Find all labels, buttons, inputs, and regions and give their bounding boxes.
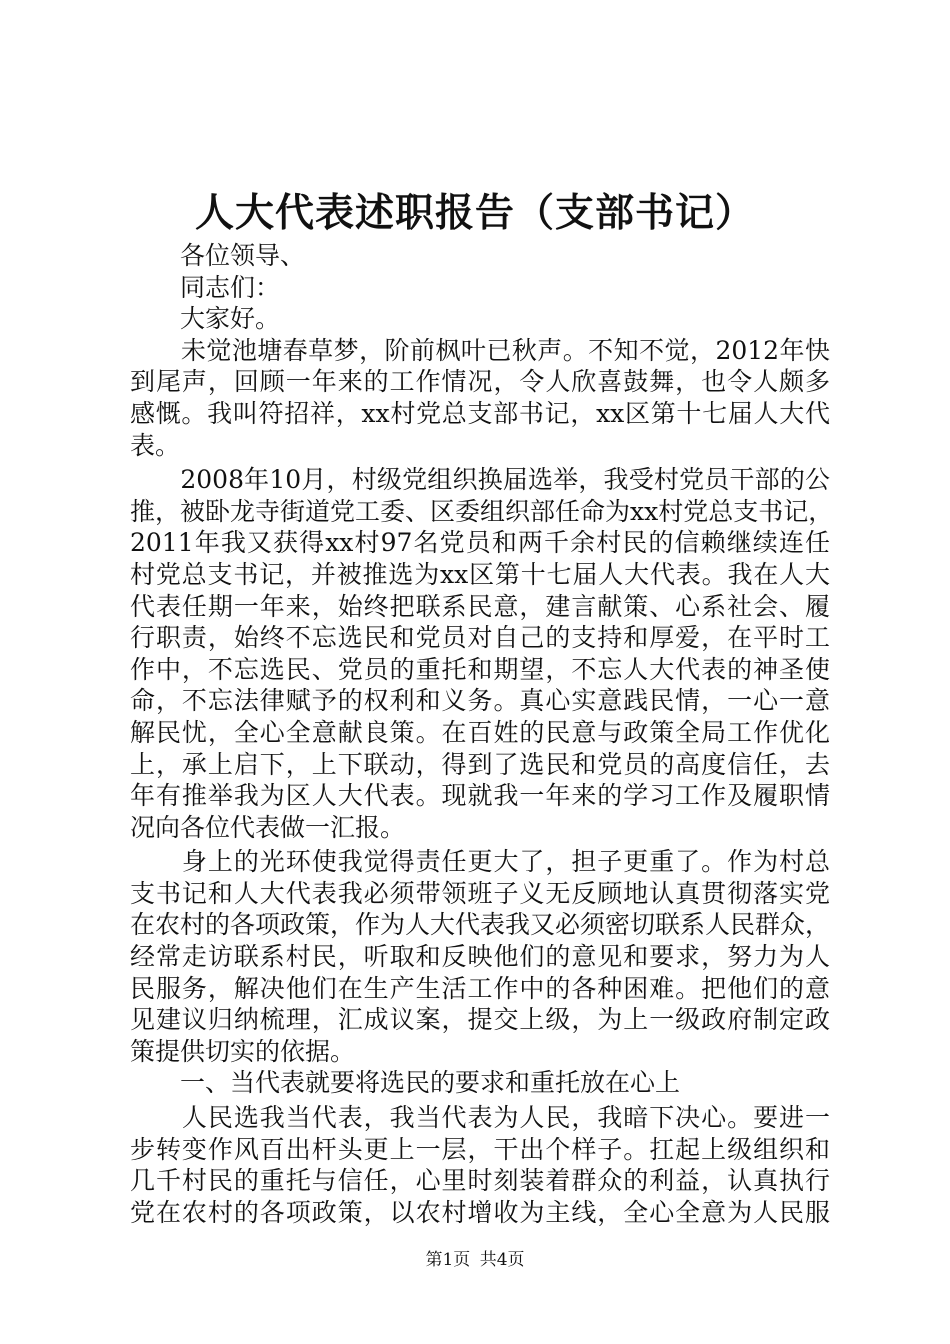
text-line: 未觉池塘春草梦，阶前枫叶已秋声。不知不觉，2012年快 [130, 335, 830, 365]
text-line: 党在农村的各项政策，以农村增收为主线，全心全意为人民服 [130, 1197, 830, 1227]
text-line: 况向各位代表做一汇报。 [130, 812, 406, 842]
text-line: 年有推举我为区人大代表。现就我一年来的学习工作及履职情 [130, 781, 830, 811]
text-line: 在农村的各项政策，作为人大代表我又必须密切联系人民群众， [130, 910, 831, 940]
text-line: 到尾声，回顾一年来的工作情况，令人欣喜鼓舞，也令人颇多 [130, 367, 830, 397]
text-line: 代表任期一年来，始终把联系民意，建言献策、心系社会、履 [130, 591, 830, 621]
text-line: 人民选我当代表，我当代表为人民，我暗下决心。要进一 [130, 1103, 830, 1133]
page-number: 第1页 [425, 1250, 471, 1270]
text-line: 支书记和人大代表我必须带领班子义无反顾地认真贯彻落实党 [130, 878, 830, 908]
text-line: 各位领导、 [130, 241, 306, 270]
document-title: 人大代表述职报告（支部书记） [194, 190, 755, 236]
text-line: 行职责，始终不忘选民和党员对自己的支持和厚爱，在平时工 [130, 623, 830, 653]
text-line: 表。 [130, 430, 181, 460]
text-line: 感慨。我叫符招祥，xx村党总支部书记，xx区第十七届人大代 [130, 398, 830, 428]
text-line: 上，承上启下，上下联动，得到了选民和党员的高度信任，去 [130, 749, 830, 779]
text-line: 身上的光环使我觉得责任更大了，担子更重了。作为村总 [130, 847, 830, 877]
text-line: 村党总支书记，并被推选为xx区第十七届人大代表。我在人大 [130, 559, 830, 589]
text-line: 命，不忘法律赋予的权利和义务。真心实意践民情，一心一意 [130, 686, 830, 716]
text-line: 几千村民的重托与信任，心里时刻装着群众的利益，认真执行 [130, 1166, 830, 1196]
text-line: 经常走访联系村民，听取和反映他们的意见和要求，努力为人 [130, 942, 830, 972]
text-line: 见建议归纳梳理，汇成议案，提交上级，为上一级政府制定政 [130, 1005, 830, 1035]
text-line: 大家好。 [130, 304, 281, 334]
text-line: 步转变作风百出杆头更上一层，干出个样子。扛起上级组织和 [130, 1134, 830, 1164]
text-line: 解民忧，全心全意献良策。在百姓的民意与政策全局工作优化 [130, 717, 830, 747]
text-line: 推，被卧龙寺街道党工委、区委组织部任命为xx村党总支书记， [130, 496, 834, 526]
text-line: 策提供切实的依据。 [130, 1036, 356, 1066]
document-body [130, 240, 834, 1228]
text-line: 2011年我又获得xx村97名党员和两千余村民的信赖继续连任 [130, 528, 830, 558]
text-line: 一、当代表就要将选民的要求和重托放在心上 [130, 1068, 681, 1098]
text-line: 2008年10月，村级党组织换届选举，我受村党员干部的公 [130, 465, 830, 495]
page-footer [0, 1245, 950, 1270]
text-line: 民服务，解决他们在生产生活工作中的各种困难。把他们的意 [130, 973, 830, 1003]
page-total: 共4页 [479, 1250, 525, 1270]
text-line: 作中，不忘选民、党员的重托和期望，不忘人大代表的神圣使 [130, 654, 830, 684]
text-line: 同志们： [130, 272, 281, 302]
